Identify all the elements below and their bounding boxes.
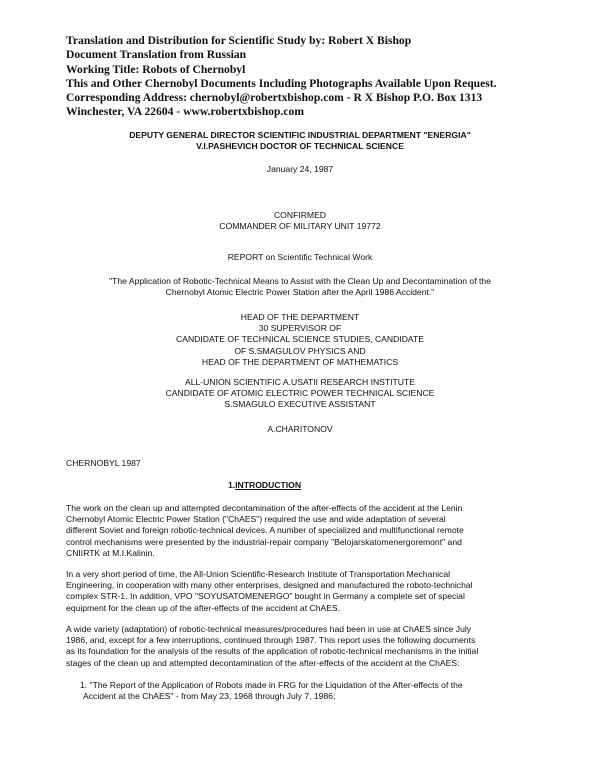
paragraph-line: stages of the clean up and attempted decontamination of the after-effects of the accident at the ChAES: bbox=[66, 657, 460, 668]
title-line: V.I.PASHEVICH DOCTOR OF TECHNICAL SCIENCE bbox=[196, 141, 404, 152]
paragraph-line: CNIIRTK at M.I.Kalinin. bbox=[66, 547, 155, 558]
paragraph bbox=[66, 624, 536, 669]
institute-line: S.SMAGULO EXECUTIVE ASSISTANT bbox=[224, 399, 376, 410]
paragraph bbox=[66, 569, 536, 614]
paragraph-line: 1986, and, except for a few interruptions, continued through 1987. This report uses the following documents bbox=[66, 635, 476, 646]
report-subject bbox=[40, 276, 560, 298]
header-line: Working Title: Robots of Chernobyl bbox=[66, 62, 246, 76]
document-date bbox=[40, 164, 560, 175]
section-heading bbox=[228, 480, 301, 491]
report-label bbox=[40, 252, 560, 263]
section-title: INTRODUCTION bbox=[235, 480, 302, 490]
institute-line: CANDIDATE OF ATOMIC ELECTRIC POWER TECHNICAL SCIENCE bbox=[165, 388, 435, 399]
confirmation-block bbox=[40, 210, 560, 232]
paragraph-line: as its foundation for the analysis of the results of the application of robotic-technical mechanisms in the initial bbox=[66, 646, 479, 657]
signatory bbox=[40, 424, 560, 435]
head-line: OF S.SMAGULOV PHYSICS AND bbox=[234, 345, 366, 356]
paragraph-line: The work on the clean up and attempted decontamination of the after-effects of the accident at the Lenin bbox=[66, 503, 463, 513]
head-line: HEAD OF THE DEPARTMENT bbox=[240, 312, 360, 322]
place-year bbox=[66, 458, 536, 469]
subject-line: "The Application of Robotic-Technical Means to Assist with the Clean Up and Decontamination of the bbox=[109, 276, 491, 286]
paragraph-line: control mechanisms were presented by the industrial-repair company "Belojarskatomenergoremont" and bbox=[66, 536, 462, 547]
title-line: DEPUTY GENERAL DIRECTOR SCIENTIFIC INDUSTRIAL DEPARTMENT "ENERGIA" bbox=[129, 130, 471, 140]
place-year-text: CHERNOBYL 1987 bbox=[66, 458, 141, 468]
paragraph-line: equipment for the clean up of the after-effects of the accident at ChAES. bbox=[66, 602, 341, 613]
report-text: REPORT on Scientific Technical Work bbox=[227, 252, 373, 262]
header-line: This and Other Chernobyl Documents Including Photographs Available Upon Request. bbox=[66, 76, 497, 90]
paragraph-line: Engineering, in cooperation with many other enterprises, designed and manufactured the roboto-technichal bbox=[66, 580, 473, 591]
list-item-line: 1. "The Report of the Application of Robots made in FRG for the Liquidation of the After-effects of the bbox=[80, 680, 463, 690]
paragraph bbox=[66, 503, 536, 559]
document-title bbox=[40, 130, 560, 152]
header-line: Corresponding Address: chernobyl@robertxbishop.com - R X Bishop P.O. Box 1313 bbox=[66, 91, 483, 105]
institute-block bbox=[40, 377, 560, 411]
header-line: Winchester, VA 22604 - www.robertxbishop.com bbox=[66, 105, 305, 119]
commander-text: COMMANDER OF MILITARY UNIT 19772 bbox=[219, 221, 381, 232]
paragraph-line: complex STR-1. In addition, VPO "SOYUSATOMENERGO" bought in Germany a complete set of special bbox=[66, 591, 465, 602]
translator-header bbox=[66, 34, 586, 120]
paragraph-line: different Soviet and foreign robotic-technical devices. A number of specialized and multifunctional remote bbox=[66, 525, 464, 536]
paragraph-line: In a very short period of time, the All-Union Scientific-Research Institute of Transportation Mechanical bbox=[66, 569, 451, 579]
confirmed-text: CONFIRMED bbox=[273, 210, 327, 220]
header-line: Document Translation from Russian bbox=[66, 48, 247, 62]
paragraph-line: Chernobyl Atomic Electric Power Station ("ChAES") required the use and wide adaptation of several bbox=[66, 514, 446, 525]
section-number: 1. bbox=[228, 480, 236, 490]
paragraph-line: A wide variety (adaptation) of robotic-technical measures/procedures had been in use at ChAES since July bbox=[66, 624, 472, 634]
head-line: CANDIDATE OF TECHNICAL SCIENCE STUDIES, CANDIDATE bbox=[176, 334, 424, 345]
head-line: HEAD OF THE DEPARTMENT OF MATHEMATICS bbox=[201, 356, 399, 367]
institute-line: ALL-UNION SCIENTIFIC A.USATII RESEARCH INSTITUTE bbox=[185, 377, 415, 387]
date-text: January 24, 1987 bbox=[266, 164, 334, 174]
head-line: 30 SUPERVISOR OF bbox=[258, 323, 342, 334]
header-line: Translation and Distribution for Scientific Study by: Robert X Bishop bbox=[66, 34, 412, 47]
list-item-line: Accident at the ChAES" - from May 23, 1968 through July 7, 1986; bbox=[83, 691, 336, 702]
list-item bbox=[80, 680, 540, 702]
subject-line: Chernobyl Atomic Electric Power Station after the April 1986 Accident." bbox=[165, 287, 435, 298]
signatory-name: A.CHARITONOV bbox=[267, 424, 333, 434]
department-head-block bbox=[40, 312, 560, 368]
